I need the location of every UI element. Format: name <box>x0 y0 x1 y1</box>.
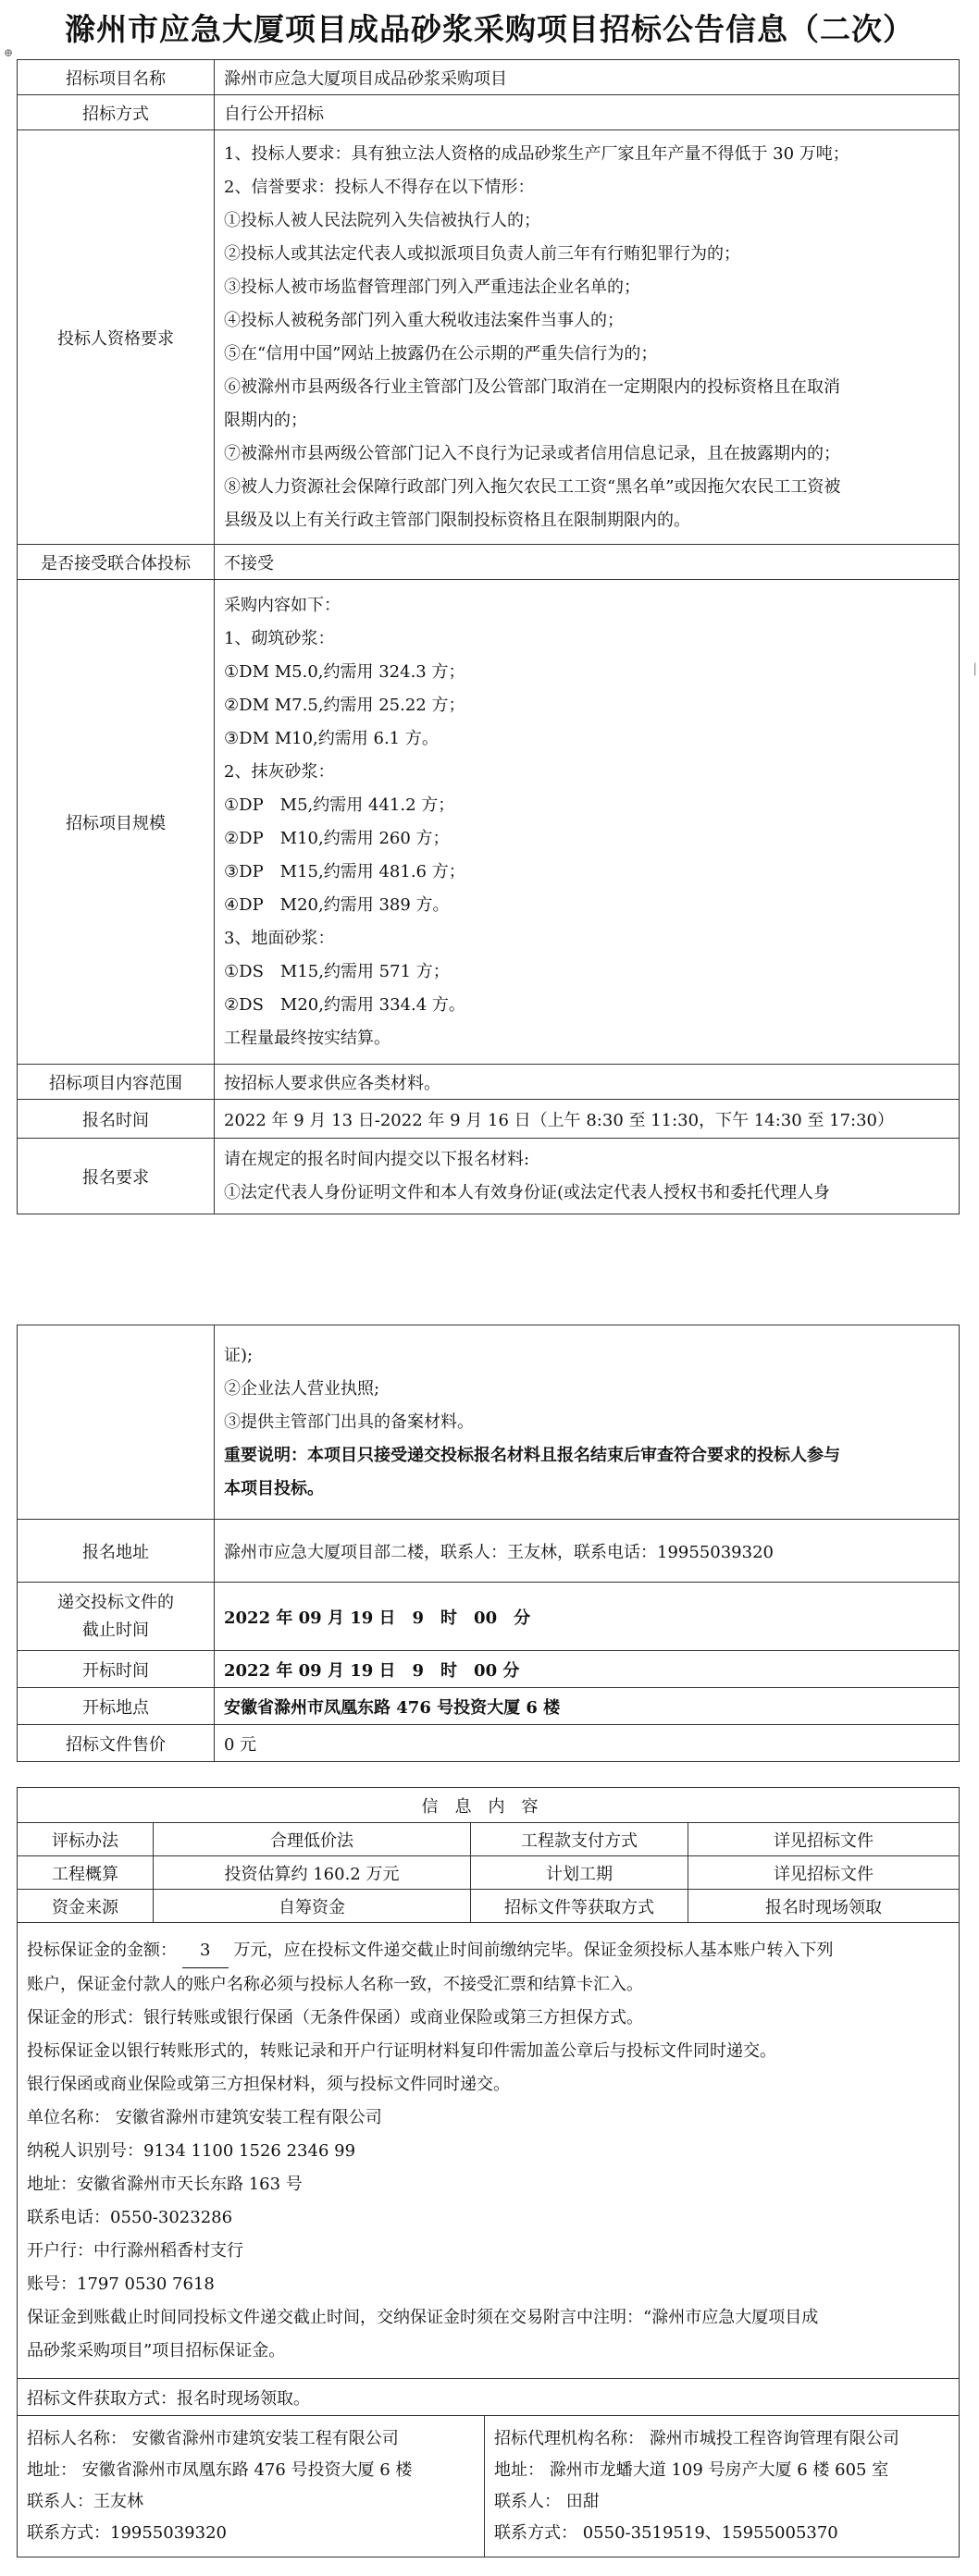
label-consortium: 是否接受联合体投标 <box>18 545 215 580</box>
qualification-line: ⑥被滁州市县两级各行业主管部门及公管部门取消在一定期限内的投标资格且在取消 <box>224 376 840 397</box>
reg-req-line: 证); <box>224 1345 254 1365</box>
label-scale: 招标项目规模 <box>18 580 215 1065</box>
deposit-line: 地址：安徽省滁州市天长东路 163 号 <box>27 2174 303 2194</box>
info-cell: 自筹资金 <box>154 1890 471 1923</box>
table-row <box>18 1100 960 1139</box>
deposit-line: 单位名称： 安徽省滁州市建筑安装工程有限公司 <box>27 2107 382 2127</box>
label-deadline <box>18 1583 215 1651</box>
label-reg-req: 报名要求 <box>18 1139 215 1214</box>
info-cell: 计划工期 <box>471 1856 688 1890</box>
table-row <box>18 1139 960 1214</box>
qualification-line: 2、信誉要求：投标人不得存在以下情形： <box>224 177 535 197</box>
label-qualification: 投标人资格要求 <box>18 130 215 545</box>
table-row <box>18 1725 960 1762</box>
deposit-line: 银行保函或商业保险或第三方担保材料，须与投标文件同时递交。 <box>27 2074 510 2094</box>
value-reg-req-continued <box>215 1325 960 1520</box>
table-row <box>18 2416 960 2558</box>
table-row <box>18 1583 960 1651</box>
label-method: 招标方式 <box>18 95 215 130</box>
tenderer-contact <box>18 2416 485 2558</box>
agency-line: 地址： 滁州市龙蟠大道 109 号房产大厦 6 楼 605 室 <box>494 2460 889 2480</box>
qualification-line: 限期内的； <box>224 410 307 430</box>
label-reg-req-continued <box>18 1325 215 1520</box>
page-title: 滁州市应急大厦项目成品砂浆采购项目招标公告信息（二次） <box>65 11 914 47</box>
tenderer-line: 联系方式：19955039320 <box>27 2523 227 2543</box>
table-row <box>18 2379 960 2416</box>
announcement-table-part1 <box>17 59 960 1214</box>
value-open-place: 安徽省滁州市凤凰东路 476 号投资大厦 6 楼 <box>215 1688 960 1725</box>
value-project-name: 滁州市应急大厦项目成品砂浆采购项目 <box>215 60 960 95</box>
reg-req-line: ②企业法人营业执照; <box>224 1378 380 1399</box>
deposit-table <box>17 1922 960 2558</box>
table-row <box>18 1788 960 1823</box>
important-note-line: 重要说明：本项目只接受递交投标报名材料且报名结束后审查符合要求的投标人参与 <box>224 1445 840 1465</box>
scale-line: ③DM M10,约需用 6.1 方。 <box>224 728 439 748</box>
table-row <box>18 1890 960 1923</box>
value-doc-price: 0 元 <box>215 1725 960 1762</box>
scale-line: 1、砌筑砂浆： <box>224 628 335 648</box>
reg-req-line: ③提供主管部门出具的备案材料。 <box>224 1411 474 1432</box>
info-cell: 评标办法 <box>18 1823 154 1856</box>
value-open-time: 2022 年 09 月 19 日 9 时 00 分 <box>215 1651 960 1688</box>
page-edge-marker: | <box>973 661 977 676</box>
deposit-line: 账户，保证金付款人的账户名称必须与投标人名称一致，不接受汇票和结算卡汇入。 <box>27 1974 643 1994</box>
info-cell: 招标文件等获取方式 <box>471 1890 688 1923</box>
value-deadline: 2022 年 09 月 19 日 9 时 00 分 <box>215 1583 960 1651</box>
value-reg-time: 2022 年 9 月 13 日-2022 年 9 月 16 日（上午 8:30 至 11:30，下午 14:30 至 17:30） <box>215 1100 960 1139</box>
table-row <box>18 1856 960 1890</box>
qualification-line: ①投标人被人民法院列入失信被执行人的； <box>224 210 540 230</box>
info-cell: 投资估算约 160.2 万元 <box>154 1856 471 1890</box>
deposit-amount: 3 <box>182 1934 229 1968</box>
value-scope: 按招标人要求供应各类材料。 <box>215 1065 960 1100</box>
tenderer-line: 招标人名称： 安徽省滁州市建筑安装工程有限公司 <box>27 2429 399 2448</box>
deposit-line: 品砂浆采购项目”项目招标保证金。 <box>27 2340 286 2360</box>
value-reg-addr: 滁州市应急大厦项目部二楼，联系人：王友林，联系电话：19955039320 <box>215 1520 960 1583</box>
agency-line: 招标代理机构名称： 滁州市城投工程咨询管理有限公司 <box>494 2429 899 2448</box>
scale-line: 2、抹灰砂浆： <box>224 761 335 782</box>
label-reg-addr: 报名地址 <box>18 1520 215 1583</box>
info-cell: 详见招标文件 <box>688 1856 960 1890</box>
value-scale <box>215 580 960 1065</box>
table-row <box>18 1520 960 1583</box>
table-move-handle-icon[interactable]: ⊕ <box>4 46 14 59</box>
deposit-line: 联系电话：0550-3023286 <box>27 2207 233 2227</box>
scale-line: ①DM M5.0,约需用 324.3 方； <box>224 661 465 682</box>
qualification-line: ⑦被滁州市县两级公管部门记入不良行为记录或者信用信息记录，且在披露期内的； <box>224 443 840 463</box>
label-open-time: 开标时间 <box>18 1651 215 1688</box>
deposit-line: 账号：1797 0530 7618 <box>27 2274 215 2294</box>
table-row <box>18 60 960 95</box>
reg-req-line: ①法定代表人身份证明文件和本人有效身份证(或法定代表人授权书和委托代理人身 <box>224 1182 831 1202</box>
tenderer-line: 地址： 安徽省滁州市凤凰东路 476 号投资大厦 6 楼 <box>27 2460 413 2480</box>
deposit-section <box>18 1923 960 2379</box>
agency-line: 联系方式： 0550-3519519、15955005370 <box>494 2523 838 2543</box>
value-reg-req <box>215 1139 960 1214</box>
info-table <box>17 1787 960 1923</box>
value-method: 自行公开招标 <box>215 95 960 130</box>
info-title: 信息内容 <box>18 1788 960 1823</box>
table-row <box>18 1923 960 2379</box>
label-open-place: 开标地点 <box>18 1688 215 1725</box>
label-deadline-line: 截止时间 <box>82 1620 149 1640</box>
agency-contact <box>485 2416 960 2558</box>
value-qualification <box>215 130 960 545</box>
deposit-prefix: 投标保证金的金额： <box>27 1940 177 1960</box>
deposit-line: 开户行：中行滁州稻香村支行 <box>27 2240 243 2261</box>
table-row <box>18 95 960 130</box>
deposit-line: 保证金的形式：银行转账或银行保函（无条件保函）或商业保险或第三方担保方式。 <box>27 2007 643 2028</box>
scale-line: ①DS M15,约需用 571 方； <box>224 961 450 981</box>
table-row <box>18 580 960 1065</box>
deposit-rest: 万元，应在投标文件递交截止时间前缴纳完毕。保证金须投标人基本账户转入下列 <box>233 1940 834 1960</box>
deposit-line: 投标保证金以银行转账形式的，转账记录和开户行证明材料复印件需加盖公章后与投标文件同时递交。 <box>27 2040 776 2061</box>
reg-req-line: 请在规定的报名时间内提交以下报名材料: <box>224 1149 530 1169</box>
qualification-line: ⑧被人力资源社会保障行政部门列入拖欠农民工工资“黑名单”或因拖欠农民工工资被 <box>224 476 841 497</box>
table-row <box>18 545 960 580</box>
info-cell: 工程概算 <box>18 1856 154 1890</box>
label-deadline-line: 递交投标文件的 <box>57 1592 174 1612</box>
info-cell: 合理低价法 <box>154 1823 471 1856</box>
deposit-line: 纳税人识别号：9134 1100 1526 2346 99 <box>27 2140 356 2161</box>
agency-line: 联系人： 田甜 <box>494 2492 600 2511</box>
tenderer-line: 联系人：王友林 <box>27 2492 143 2511</box>
value-consortium: 不接受 <box>215 545 960 580</box>
label-doc-price: 招标文件售价 <box>18 1725 215 1762</box>
info-cell: 详见招标文件 <box>688 1823 960 1856</box>
info-cell: 报名时现场领取 <box>688 1890 960 1923</box>
qualification-line: 1、投标人要求：具有独立法人资格的成品砂浆生产厂家且年产量不得低于 30 万吨； <box>224 143 849 164</box>
scale-line: 采购内容如下： <box>224 595 341 615</box>
label-reg-time: 报名时间 <box>18 1100 215 1139</box>
scale-line: 工程量最终按实结算。 <box>224 1028 390 1048</box>
scale-line: ②DS M20,约需用 334.4 方。 <box>224 994 465 1015</box>
table-row <box>18 1823 960 1856</box>
page-break <box>0 1278 979 1323</box>
deposit-amount-line <box>27 1934 949 1968</box>
table-row <box>18 1325 960 1520</box>
scale-line: ②DP M10,约需用 260 方； <box>224 828 450 848</box>
qualification-line: ②投标人或其法定代表人或拟派项目负责人前三年有行贿犯罪行为的； <box>224 243 740 264</box>
scale-line: ②DM M7.5,约需用 25.22 方； <box>224 695 465 715</box>
table-row <box>18 1651 960 1688</box>
deposit-line: 保证金到账截止时间同投标文件递交截止时间，交纳保证金时须在交易附言中注明：“滁州市应急大厦项目成 <box>27 2307 819 2327</box>
qualification-line: ④投标人被税务部门列入重大税收违法案件当事人的； <box>224 310 624 330</box>
info-cell: 资金来源 <box>18 1890 154 1923</box>
scale-line: 3、地面砂浆： <box>224 928 335 948</box>
announcement-table-part2 <box>17 1325 960 1762</box>
scale-line: ①DP M5,约需用 441.2 方； <box>224 795 455 815</box>
table-row <box>18 1065 960 1100</box>
table-row <box>18 130 960 545</box>
qualification-line: 县级及以上有关行政主管部门限制投标资格且在限制期限内的。 <box>224 510 690 530</box>
scale-line: ③DP M15,约需用 481.6 方； <box>224 861 465 881</box>
label-project-name: 招标项目名称 <box>18 60 215 95</box>
doc-method: 招标文件获取方式：报名时现场领取。 <box>18 2379 960 2416</box>
qualification-line: ⑤在“信用中国”网站上披露仍在公示期的严重失信行为的； <box>224 343 658 364</box>
label-scope: 招标项目内容范围 <box>18 1065 215 1100</box>
info-cell: 工程款支付方式 <box>471 1823 688 1856</box>
qualification-line: ③投标人被市场监督管理部门列入严重违法企业名单的； <box>224 277 640 297</box>
scale-line: ④DP M20,约需用 389 方。 <box>224 894 450 915</box>
important-note-line: 本项目投标。 <box>224 1478 324 1498</box>
table-row <box>18 1688 960 1725</box>
